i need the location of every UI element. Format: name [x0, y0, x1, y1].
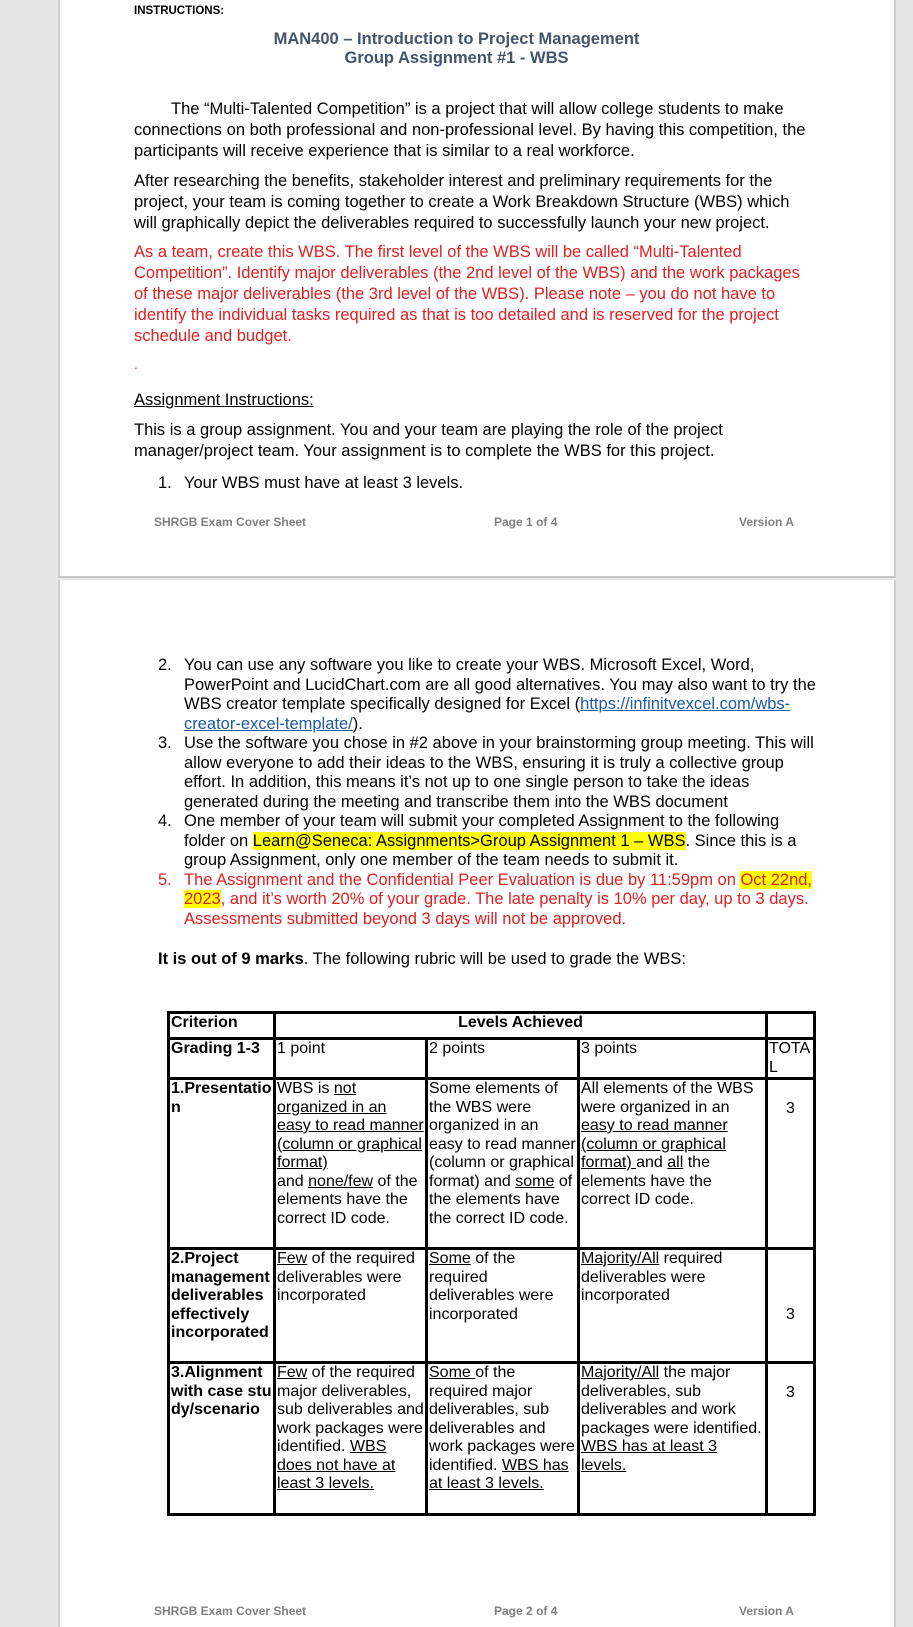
cell-alignment-1pt: Few of the required major deliverables, sub deliverables and work packages were identified. WBS does not have at least 3 levels.	[275, 1363, 427, 1515]
ordered-list-page1	[158, 474, 816, 494]
footer-right: Version A	[739, 515, 794, 529]
footer-left: SHRGB Exam Cover Sheet	[154, 515, 307, 529]
list-item: 2. You can use any software you like to create your WBS. Microsoft Excel, Word, PowerPoint and LucidChart.com are all good alternatives. You may also want to try the WBS creator template specifically designed for Excel (https://infinitvexcel.com/wbs-creator-excel-template/).	[158, 656, 816, 733]
footer-page-number: Page 2 of 4	[494, 1604, 558, 1618]
header-3-points: 3 points	[579, 1039, 767, 1079]
footer-left: SHRGB Exam Cover Sheet	[154, 1604, 307, 1618]
cell-presentation-2pt: Some elements of the WBS were organized in an easy to read manner (column or graphical format) and some of the elements have the correct ID code.	[427, 1079, 579, 1249]
marks-statement: It is out of 9 marks. The following rubric will be used to grade the WBS:	[158, 950, 686, 968]
list-item: 4. One member of your team will submit your completed Assignment to the following folder on Learn@Seneca: Assignments>Group Assignment 1 – WBS. Since this is a group Assignment, only one member of the team needs to submit it.	[158, 812, 797, 869]
total-alignment: 3	[767, 1363, 815, 1515]
header-levels: Levels Achieved	[275, 1013, 767, 1039]
criterion-presentation: 1.Presentation	[169, 1079, 275, 1249]
criterion-alignment: 3.Alignment with case study/scenario	[169, 1363, 275, 1515]
header-total: TOTAL	[767, 1039, 815, 1079]
cell-alignment-2pt: Some of the required major deliverables, sub deliverables and work packages were identified. WBS has at least 3 levels.	[427, 1363, 579, 1515]
red-instruction-paragraph: As a team, create this WBS. The first level of the WBS will be called “Multi-Talented Competition”. Identify major deliverables (the 2nd level of the WBS) and the work packages of these major deliverables (the 3rd level of the WBS). Please note – you do not have to identify the individual tasks required as that is too detailed and is reserved for the project schedule and budget.	[134, 243, 800, 345]
due-date-highlight: Oct 22nd, 2023	[184, 870, 813, 908]
table-row	[169, 1039, 815, 1079]
cell-alignment-3pt: Majority/All the major deliverables, sub deliverables and work packages were identified. WBS has at least 3 levels.	[579, 1363, 767, 1515]
list-item: 1. Your WBS must have at least 3 levels.	[158, 474, 464, 492]
instructions-label: INSTRUCTIONS:	[134, 5, 225, 17]
ordered-list-page2	[158, 656, 816, 929]
intro-paragraph: The “Multi-Talented Competition” is a project that will allow college students to make connections on both professional and non-professional level. By having this competition, the participants will receive experience that is similar to a real workforce.	[134, 100, 806, 160]
assignment-title: Group Assignment #1 - WBS	[344, 49, 569, 67]
header-blank	[767, 1013, 815, 1039]
cell-deliverables-1pt: Few of the required deliverables were incorporated	[275, 1249, 427, 1363]
cell-presentation-3pt: All elements of the WBS were organized in an easy to read manner (column or graphical format) and all the elements have the correct ID code.	[579, 1079, 767, 1249]
total-deliverables: 3	[767, 1249, 815, 1363]
research-paragraph: After researching the benefits, stakeholder interest and preliminary requirements for the project, your team is coming together to create a Work Breakdown Structure (WBS) which will graphically depict the deliverables required to successfully launch your new project.	[134, 172, 790, 232]
footer-page-number: Page 1 of 4	[494, 515, 558, 529]
red-dot: .	[134, 356, 138, 372]
course-title: MAN400 – Introduction to Project Management	[273, 30, 640, 48]
header-2-points: 2 points	[427, 1039, 579, 1079]
cell-deliverables-2pt: Some of the required deliverables were incorporated	[427, 1249, 579, 1363]
table-row	[169, 1013, 815, 1039]
total-presentation: 3	[767, 1079, 815, 1249]
list-item: 3. Use the software you chose in #2 above in your brainstorming group meeting. This will allow everyone to add their ideas to the WBS, ensuring it is truly a collective group effort. In addition, this means it’s not up to one single person to take the ideas generated during the meeting and transcribe them into the WBS document	[158, 734, 814, 811]
cell-deliverables-3pt: Majority/All required deliverables were incorporated	[579, 1249, 767, 1363]
table-row	[169, 1249, 815, 1363]
group-paragraph: This is a group assignment. You and your team are playing the role of the project manager/project team. Your assignment is to complete the WBS for this project.	[134, 421, 723, 460]
header-1-point: 1 point	[275, 1039, 427, 1079]
wbs-template-link[interactable]: https://infinitvexcel.com/wbs-creator-excel-template/	[184, 695, 791, 733]
list-item: 5. The Assignment and the Confidential Peer Evaluation is due by 11:59pm on Oct 22nd, 2023, and it’s worth 20% of your grade. The late penalty is 10% per day, up to 3 days. Assessments submitted beyond 3 days will not be approved.	[158, 870, 813, 928]
footer-right: Version A	[739, 1604, 794, 1618]
rubric-table	[167, 1011, 816, 1516]
table-row	[169, 1079, 815, 1249]
header-criterion: Criterion	[169, 1013, 275, 1039]
criterion-deliverables: 2.Project management deliverables effectively incorporated	[169, 1249, 275, 1363]
header-grading: Grading 1-3	[169, 1039, 275, 1079]
section-heading: Assignment Instructions:	[134, 391, 314, 409]
table-row	[169, 1363, 815, 1515]
submission-folder-highlight: Learn@Seneca: Assignments>Group Assignment 1 – WBS	[252, 831, 686, 850]
cell-presentation-1pt: WBS is not organized in an easy to read manner (column or graphical format) and none/few of the elements have the correct ID code.	[275, 1079, 427, 1249]
